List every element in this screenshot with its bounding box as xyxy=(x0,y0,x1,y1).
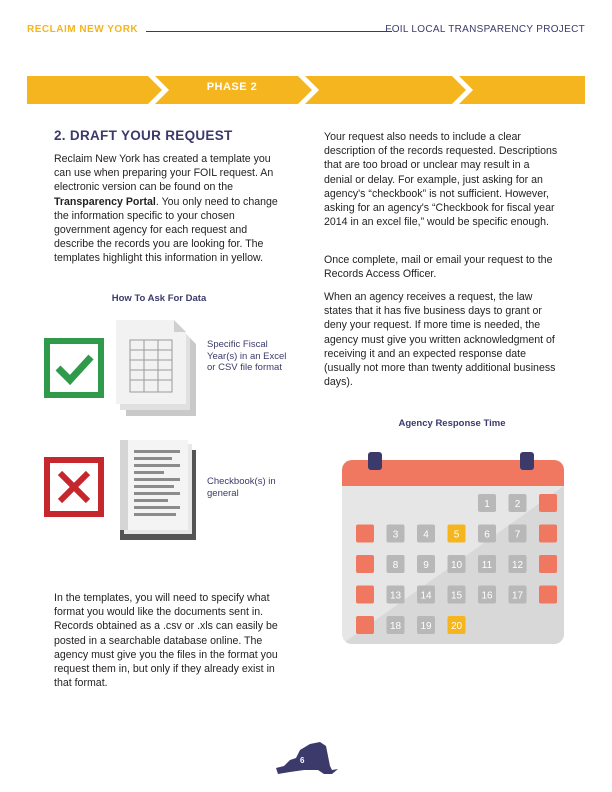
calendar-day-number: 14 xyxy=(420,590,432,602)
calendar-ring-left xyxy=(368,452,382,470)
calendar-day-number: 10 xyxy=(450,560,463,571)
phase-arrow-3 xyxy=(305,76,466,104)
header-rule xyxy=(146,31,392,32)
calendar-day-number: 12 xyxy=(511,560,524,571)
calendar-day-number: 15 xyxy=(450,590,463,602)
calendar-day-number: 9 xyxy=(423,560,429,571)
calendar-day-number: 20 xyxy=(450,621,463,632)
calendar-weekend-cell xyxy=(539,494,557,512)
calendar-day-number: 19 xyxy=(420,621,432,632)
checkbook-document-icon xyxy=(116,440,206,544)
calendar-title: Agency Response Time xyxy=(398,418,506,429)
calendar-day-number: 17 xyxy=(511,590,524,602)
calendar-day-number: 16 xyxy=(481,590,493,602)
calendar-day-number: 1 xyxy=(484,499,490,510)
calendar-day-number: 3 xyxy=(392,529,399,541)
phase-arrow-4 xyxy=(459,76,585,104)
calendar-weekend-cell xyxy=(356,616,374,634)
calendar-ring-right xyxy=(520,452,534,470)
new-york-state-icon xyxy=(274,740,340,780)
submit-paragraph: Once complete, mail or email your request to the Records Access Officer. xyxy=(324,254,553,281)
bad-example-label: Checkbook(s) in general xyxy=(207,476,276,499)
phase-label: PHASE 2 xyxy=(206,81,258,93)
calendar-day-number: 6 xyxy=(484,529,490,541)
calendar-day-number: 5 xyxy=(453,529,460,541)
phase-arrow-1 xyxy=(27,76,162,104)
calendar-weekend-cell xyxy=(539,525,557,543)
calendar-weekend-cell xyxy=(539,586,557,604)
calendar-weekend-cell xyxy=(356,586,374,604)
calendar-weekend-cell xyxy=(356,555,374,573)
calendar-weekend-cell xyxy=(539,555,557,573)
phase-arrows xyxy=(0,60,612,120)
transparency-portal-link[interactable]: Transparency Portal xyxy=(54,195,156,208)
calendar-day-number: 8 xyxy=(392,560,399,571)
good-example-label: Specific Fiscal Year(s) in an Excel or CSV file format xyxy=(207,339,287,373)
calendar-day-number: 18 xyxy=(389,621,402,632)
header-project-title: FOIL LOCAL TRANSPARENCY PROJECT xyxy=(385,24,585,35)
calendar-day-number: 13 xyxy=(389,590,402,602)
intro-paragraph: Reclaim New York has created a template you can use when preparing your FOIL request. An electronic version can be found on the Transparency Portal. You only need to change the information specific to your chosen government agency for each request and describe the records you are looking for. The templates highlight this information in yellow. xyxy=(54,153,278,265)
calendar-graphic xyxy=(342,452,564,644)
calendar-day-number: 7 xyxy=(514,529,521,541)
page-number: 6 xyxy=(300,756,305,765)
section-title: 2. DRAFT YOUR REQUEST xyxy=(54,128,233,143)
spreadsheet-document-icon xyxy=(116,320,206,420)
x-icon xyxy=(44,457,104,517)
calendar-weekend-cell xyxy=(356,525,374,543)
calendar-day-number: 2 xyxy=(514,499,521,510)
response-time-paragraph: When an agency receives a request, the law states that it has five business days to grant or deny your request. If more time is needed, the agency must give you written acknowledgment of receiving it and an expected response date (usually not more than twenty additional business days). xyxy=(324,291,556,389)
calendar-day-number: 11 xyxy=(481,560,493,571)
check-icon xyxy=(44,338,104,398)
description-paragraph: Your request also needs to include a clear description of the records requested. Descriptions that are too broad or unclear may result in a denial or delay. For example, just asking for an agency's “checkbook” is not sufficient. However, asking for an agency's “Checkbook for fiscal year 2014 in an excel file,” would be specific enough. xyxy=(324,131,558,229)
how-to-ask-title: How To Ask For Data xyxy=(111,293,207,304)
templates-paragraph: In the templates, you will need to specify what format you would like the documents sent in. Records obtained as a .csv or .xls can easily be posted in a searchable database online. The agency must give you the files in the format you request them in, but only if they already exist in that format. xyxy=(54,592,278,690)
calendar-day-number: 4 xyxy=(423,529,429,541)
header-brand: RECLAIM NEW YORK xyxy=(27,24,139,35)
